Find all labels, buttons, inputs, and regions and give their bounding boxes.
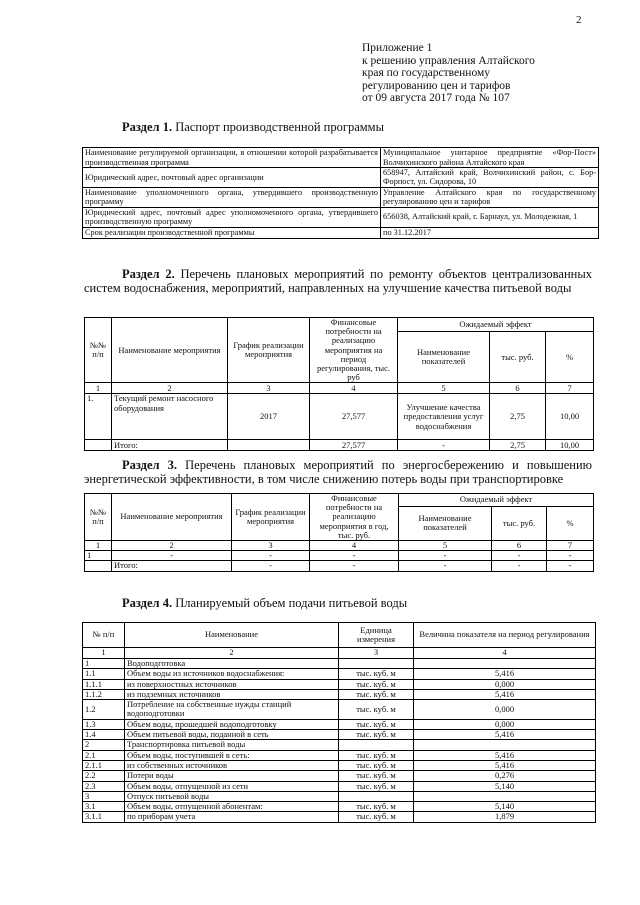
col-number: 3 — [232, 541, 310, 551]
col-header-finance: Финансовые потребности на реализацию мероприятия в год, тыс. руб. — [310, 494, 399, 541]
row-unit: тыс. куб. м — [339, 700, 414, 720]
passport-value: 658947, Алтайский край, Волчихинский район, с. Бор-Форпост, ул. Сидорова, 10 — [381, 168, 599, 188]
section2-table — [84, 317, 594, 451]
col-number: 1 — [85, 541, 112, 551]
row-unit: тыс. куб. м — [339, 730, 414, 740]
col-header-pct: % — [547, 506, 594, 540]
col-number: 6 — [492, 541, 547, 551]
table-row — [83, 791, 596, 801]
passport-label: Юридический адрес, почтовый адрес уполномоченного органа, утвердившего производственную программу — [83, 207, 381, 227]
row-name: Текущий ремонт насосного оборудования — [112, 394, 228, 440]
table-row — [83, 168, 599, 188]
row-num: 2.2 — [83, 771, 125, 781]
col-number: 2 — [112, 541, 232, 551]
total-finance: - — [310, 561, 399, 571]
table-row — [83, 689, 596, 699]
table-row — [85, 551, 594, 561]
appendix-line: регулированию цен и тарифов — [362, 79, 511, 92]
row-num: 2.1.1 — [83, 760, 125, 770]
col-header-finance: Финансовые потребности на реализацию мероприятия на период регулирования, тыс. руб — [310, 318, 398, 383]
col-number: 7 — [547, 541, 594, 551]
row-name: Объем воды из источников водоснабжения: — [125, 669, 339, 679]
row-num: 1.1.1 — [83, 679, 125, 689]
row-name: Объем питьевой воды, поданной в сеть — [125, 730, 339, 740]
row-num: 3.1.1 — [83, 812, 125, 822]
col-header-num: №№ п/п — [85, 318, 112, 383]
row-num: 3 — [83, 791, 125, 801]
col-header-effect: Ожидаемый эффект — [398, 318, 594, 332]
row-unit: тыс. куб. м — [339, 689, 414, 699]
section3-label: Раздел 3. — [122, 458, 178, 472]
row-num: 1.1 — [83, 669, 125, 679]
section1-heading — [122, 120, 384, 135]
col-header-unit: Единица измерения — [339, 623, 414, 648]
appendix-line: от 09 августа 2017 года № 107 — [362, 92, 510, 105]
row-name: из подземных источников — [125, 689, 339, 699]
table-row — [83, 669, 596, 679]
row-finance: 27,577 — [310, 394, 398, 440]
passport-label: Срок реализации производственной программы — [83, 227, 381, 238]
col-number: 3 — [228, 383, 310, 394]
appendix-block — [362, 42, 535, 105]
row-unit: тыс. куб. м — [339, 812, 414, 822]
row-name: Транспортировка питьевой воды — [125, 740, 339, 750]
row-value — [414, 740, 596, 750]
section2-title: Перечень плановых мероприятий по ремонту объектов централизованных систем водоснабжения, мероприятий, направленных на улучшение качества питьевой воды — [84, 267, 592, 295]
page-number: 2 — [576, 14, 582, 26]
row-finance: - — [310, 551, 399, 561]
section1-passport-table — [82, 147, 599, 239]
passport-label: Наименование уполномоченного органа, утвердившего производственную программу — [83, 187, 381, 207]
section2-heading — [84, 267, 592, 295]
table-row — [85, 394, 594, 440]
total-finance: 27,577 — [310, 440, 398, 451]
col-header-indicator: Наименование показателей — [399, 506, 492, 540]
total-pct: 10,00 — [546, 440, 594, 451]
passport-value: Управление Алтайского края по государственному регулированию цен и тарифов — [381, 187, 599, 207]
row-num: 2.1 — [83, 750, 125, 760]
col-header-name: Наименование — [125, 623, 339, 648]
row-unit: тыс. куб. м — [339, 679, 414, 689]
col-header-rub: тыс. руб. — [490, 332, 546, 383]
table-row — [83, 812, 596, 822]
col-number: 4 — [310, 541, 399, 551]
passport-value: 656038, Алтайский край, г. Барнаул, ул. Молодежная, 1 — [381, 207, 599, 227]
row-name: Отпуск питьевой воды — [125, 791, 339, 801]
table-row — [83, 802, 596, 812]
row-name: Объем воды, прошедшей водоподготовку — [125, 719, 339, 729]
total-schedule: - — [232, 561, 310, 571]
total-row — [85, 561, 594, 571]
row-num: 1.1.2 — [83, 689, 125, 699]
row-value: 0,000 — [414, 719, 596, 729]
col-number: 2 — [112, 383, 228, 394]
section4-table — [82, 622, 596, 823]
section3-table — [84, 493, 594, 572]
total-rub: 2,75 — [490, 440, 546, 451]
row-name: по приборам учета — [125, 812, 339, 822]
col-number: 2 — [125, 648, 339, 659]
row-unit: тыс. куб. м — [339, 781, 414, 791]
col-header-indicator: Наименование показателей — [398, 332, 490, 383]
table-row — [83, 700, 596, 720]
row-value: 0,000 — [414, 700, 596, 720]
row-name: Объем воды, поступившей в сеть: — [125, 750, 339, 760]
row-indicator: - — [399, 551, 492, 561]
row-num: 1.4 — [83, 730, 125, 740]
section4-title: Планируемый объем подачи питьевой воды — [175, 596, 408, 610]
table-row — [83, 148, 599, 168]
row-unit: тыс. куб. м — [339, 760, 414, 770]
row-name: Объем воды, отпущенной абонентам: — [125, 802, 339, 812]
row-indicator: Улучшение качества предоставления услуг водоснабжения — [398, 394, 490, 440]
col-number: 4 — [310, 383, 398, 394]
row-unit: тыс. куб. м — [339, 802, 414, 812]
row-value: 5,416 — [414, 730, 596, 740]
row-unit — [339, 791, 414, 801]
col-number: 5 — [398, 383, 490, 394]
table-row — [83, 740, 596, 750]
table-row — [83, 771, 596, 781]
section4-label: Раздел 4. — [122, 596, 173, 610]
row-schedule: - — [232, 551, 310, 561]
row-unit: тыс. куб. м — [339, 771, 414, 781]
row-num: 1 — [85, 551, 112, 561]
appendix-line: к решению управления Алтайского — [362, 54, 535, 67]
passport-label: Наименование регулируемой организации, в отношении которой разрабатывается производственная программа — [83, 148, 381, 168]
appendix-line: края по государственному — [362, 67, 490, 80]
row-value: 5,416 — [414, 750, 596, 760]
row-name: Потери воды — [125, 771, 339, 781]
row-num: 1.2 — [83, 700, 125, 720]
row-schedule: 2017 — [228, 394, 310, 440]
table-row — [83, 781, 596, 791]
row-rub: 2,75 — [490, 394, 546, 440]
col-header-pct: % — [546, 332, 594, 383]
table-row — [83, 227, 599, 238]
col-number: 7 — [546, 383, 594, 394]
row-name: Потребление на собственные нужды станций водоподготовки — [125, 700, 339, 720]
section3-heading — [84, 458, 592, 486]
total-indicator: - — [399, 561, 492, 571]
table-row — [83, 187, 599, 207]
section1-label: Раздел 1. — [122, 120, 173, 134]
col-number: 3 — [339, 648, 414, 659]
row-value: 0,000 — [414, 679, 596, 689]
table-row — [83, 719, 596, 729]
row-name: из поверхностных источников — [125, 679, 339, 689]
row-value: 5,416 — [414, 760, 596, 770]
row-num: 2 — [83, 740, 125, 750]
total-rub: - — [492, 561, 547, 571]
col-number: 4 — [414, 648, 596, 659]
row-value: 1,879 — [414, 812, 596, 822]
row-rub: - — [492, 551, 547, 561]
table-row — [83, 730, 596, 740]
row-num: 1 — [83, 659, 125, 669]
row-pct: - — [547, 551, 594, 561]
table-row — [83, 750, 596, 760]
table-row — [83, 760, 596, 770]
total-label: Итого: — [112, 440, 228, 451]
col-header-name: Наименование мероприятия — [112, 494, 232, 541]
section2-label: Раздел 2. — [122, 267, 175, 281]
row-unit — [339, 659, 414, 669]
row-value: 0,276 — [414, 771, 596, 781]
row-unit: тыс. куб. м — [339, 719, 414, 729]
row-value: 5,416 — [414, 689, 596, 699]
row-value: 5,140 — [414, 802, 596, 812]
col-header-value: Величина показателя на период регулирования — [414, 623, 596, 648]
section3-title: Перечень плановых мероприятий по энергосбережению и повышению энергетической эффективности, в том числе снижению потерь воды при транспортировке — [84, 458, 593, 486]
col-number: 5 — [399, 541, 492, 551]
col-number: 6 — [490, 383, 546, 394]
row-value — [414, 791, 596, 801]
row-unit: тыс. куб. м — [339, 669, 414, 679]
row-value: 5,140 — [414, 781, 596, 791]
passport-value: по 31.12.2017 — [381, 227, 599, 238]
col-header-rub: тыс. руб. — [492, 506, 547, 540]
col-header-num: №№ п/п — [85, 494, 112, 541]
section4-heading — [122, 596, 407, 611]
section1-title: Паспорт производственной программы — [175, 120, 384, 134]
row-name: Объем воды, отпущенной из сети — [125, 781, 339, 791]
row-pct: 10,00 — [546, 394, 594, 440]
row-name: Водоподготовка — [125, 659, 339, 669]
col-header-num: № п/п — [83, 623, 125, 648]
row-num: 1.3 — [83, 719, 125, 729]
total-label: Итого: — [112, 561, 232, 571]
row-num: 1. — [85, 394, 112, 440]
row-num: 3.1 — [83, 802, 125, 812]
row-name: - — [112, 551, 232, 561]
col-number: 1 — [83, 648, 125, 659]
row-num: 2.3 — [83, 781, 125, 791]
col-header-schedule: График реализации мероприятия — [232, 494, 310, 541]
table-row — [83, 679, 596, 689]
passport-value: Муниципальное унитарное предприятие «Фор-Пост» Волчихинского района Алтайского края — [381, 148, 599, 168]
row-unit: тыс. куб. м — [339, 750, 414, 760]
row-name: из собственных источников — [125, 760, 339, 770]
col-header-name: Наименование мероприятия — [112, 318, 228, 383]
col-header-effect: Ожидаемый эффект — [399, 494, 594, 507]
table-row — [83, 207, 599, 227]
total-indicator: - — [398, 440, 490, 451]
col-header-schedule: График реализации мероприятия — [228, 318, 310, 383]
col-number: 1 — [85, 383, 112, 394]
row-value — [414, 659, 596, 669]
total-pct: - — [547, 561, 594, 571]
total-row — [85, 440, 594, 451]
appendix-line: Приложение 1 — [362, 42, 433, 54]
row-unit — [339, 740, 414, 750]
table-row — [83, 659, 596, 669]
passport-label: Юридический адрес, почтовый адрес организации — [83, 168, 381, 188]
row-value: 5,416 — [414, 669, 596, 679]
